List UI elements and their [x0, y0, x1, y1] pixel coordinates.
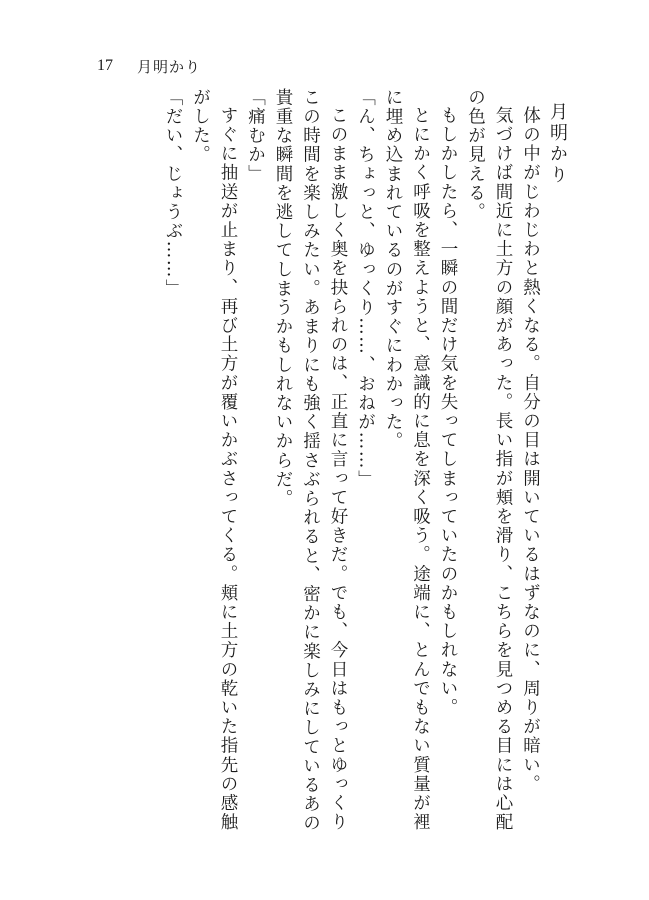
paragraph: すぐに抽送が止まり、再び土方が覆いかぶさってくる。頬に土方の乾いた指先の感触がした。 [190, 88, 238, 832]
dialogue-line: 「だい、じょうぶ……」 [163, 88, 183, 299]
dialogue-line: 「ん、ちょっと、ゆっくり……、おねが……」 [355, 88, 376, 490]
chapter-title: 月明かり [547, 102, 568, 186]
dialogue-line: 「痛むか」 [245, 88, 266, 184]
paragraph: このまま激しく奥を抉られのは、正直に言って好きだ。でも、今日はもっとゆっくりこの時間を楽しみたい。あまりにも強く揺さぶられると、密かに楽しみにしているあの貴重な瞬間を逃してしまうかもしれないからだ。 [273, 88, 348, 833]
page-header [97, 55, 201, 77]
running-title: 月明かり [137, 57, 202, 76]
paragraph: 体の中がじわじわと熱くなる。自分の目は開いているはずなのに、周りが暗い。 [520, 105, 541, 794]
paragraph: 気づけば間近に土方の顔があった。長い指が頬を滑り、こちらを見つめる目には心配の色が見える。 [465, 88, 513, 832]
page-number: 17 [97, 57, 113, 74]
paragraph: もしかしたら、一瞬の間だけ気を失ってしまっていたのかもしれない。 [438, 105, 458, 717]
paragraph: とにかく呼吸を整えようと、意識的に息を深く吸う。途端に、とんでもない質量が裡に埋め込まれているのがすぐにわかった。 [383, 88, 431, 832]
vertical-text-body [101, 88, 571, 848]
